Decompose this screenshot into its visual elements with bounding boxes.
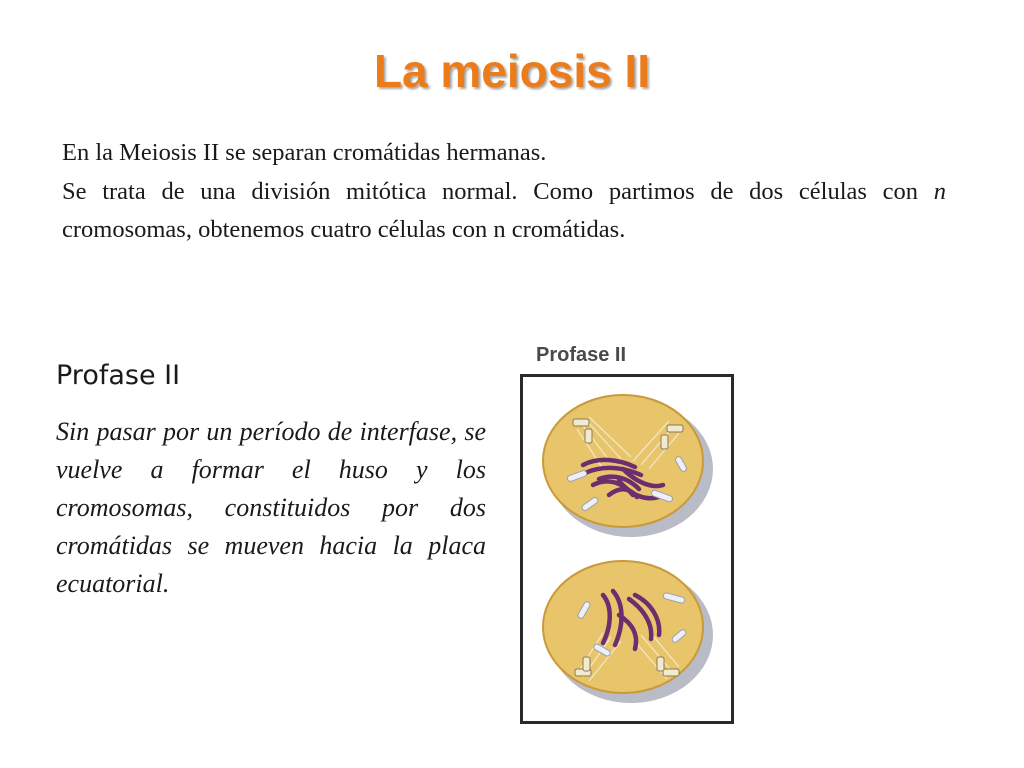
figure-label: Profase II bbox=[536, 344, 627, 366]
intro-p2-n: n bbox=[933, 178, 946, 205]
intro-paragraph-2 bbox=[62, 173, 946, 249]
intro-p2-part-a: Se trata de una división mitótica normal. Como partimos de dos células con bbox=[62, 178, 934, 205]
intro-text bbox=[62, 134, 946, 249]
section-heading: Profase II bbox=[56, 360, 181, 391]
prophase-figure bbox=[520, 374, 734, 724]
bottom-cell bbox=[543, 561, 713, 703]
section-description: Sin pasar por un período de interfase, se vuelve a formar el huso y los cromosomas, constituidos por dos cromátidas se mueven hacia la placa ecuatorial. bbox=[56, 417, 486, 598]
prophase-illustration bbox=[523, 377, 731, 721]
intro-paragraph-1: En la Meiosis II se separan cromátidas hermanas. bbox=[62, 139, 547, 166]
top-cell bbox=[543, 395, 713, 537]
slide-title: La meiosis II bbox=[373, 45, 651, 97]
intro-p2-part-b: cromosomas, obtenemos cuatro células con n cromátidas. bbox=[62, 216, 626, 243]
